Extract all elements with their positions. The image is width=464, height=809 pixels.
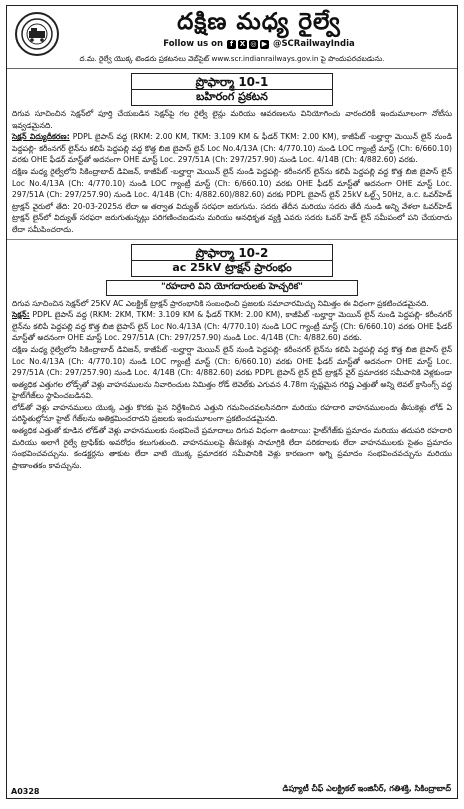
proforma-2-intro: దిగువ సూచించిన సెక్షన్‌లో 25KV AC ఎలక్ట్రిక్ ట్రాక్షన్ ప్రారంభానికి సంబంధించి ప్రజలకు సమాచారమిచ్చు నిమిత్తం ఈ విధంగా ప్రకటించడమైనది. <box>12 298 429 308</box>
section-text: PDPL బైపాస్ వద్ద (RKM: 2.00 KM, TKM: 3.109 KM & ఫీడర్ TKM: 2.00 KM), కాజీపేట్ -బల్హార్షా మెయిన్ లైన్ నుండి పెద్దపల్లి- కరీంనగర్ లైన్‌ను కలిపే పెద్దపల్లి వద్ద కొత్త బిజి బైపాస్ లైన్ Loc No.4/13A (Ch: 4/770.10) నుండి LOC గ్యాంట్రీ మాస్ట్ (Ch: 6/660.10) వరకు OHE ఫీడర్ మాస్ట్‌తో అదనంగా OHE మాస్ట్ Loc. 297/51A (Ch: 297/257.90) నుండి Loc. 4/14B (Ch: 4/882.60) వరకు. <box>12 132 452 165</box>
section-label: సెక్షన్ విద్యుదీకరణ: <box>12 132 70 142</box>
railway-emblem-icon <box>15 12 59 56</box>
signatory: డిప్యూటీ చీఫ్ ఎలక్ట్రికల్ ఇంజినీర్, గతిశక్తి, సికింద్రాబాద్ <box>282 784 451 793</box>
section-text: PDPL బైపాస్ వద్ద (RKM: 2KM, TKM: 3.109 KM & ఫీడర్ TKM: 2.00 KM), కాజీపేట్ -బల్హార్షా మెయిన్ లైన్ నుండి పెద్దపల్లి- కరీంనగర్ లైన్‌ను కలిపే పెద్దపల్లి వద్ద కొత్త బిజి బైపాస్ లైన్ Loc No.4/13A (Ch: 4/770.10) నుండి LOC గ్యాంట్రీ మాస్ట్ (Ch: 6/660.10) వరకు OHE ఫీడర్ మాస్ట్‌తో అదనంగా OHE మాస్ట్ Loc. 297/51A (Ch: 297/257.90) నుండి Loc. 4/14B (Ch: 4/882.60) వరకు. <box>12 310 452 343</box>
road-user-caution: "రహదారి విని యోగదారులకు హెచ్చరిక" <box>106 280 358 296</box>
proforma-2-notice: లోడ్‌తో వెళ్లు వాహనములు యొక్క ఎత్తు కొరకు పైన నిర్దేశించిన ఎత్తుని గమనించవలసినదిగా మరియు రహదారి వాహనములందు తీసుకెళ్లు లోడ్ ఏ పరిస్థితుల్లోనూ హైట్ గేజ్‌లను అతిక్రమించరాదని ప్రజలకు ఇందుమూలంగా ప్రకటించడమైనది. <box>12 402 452 424</box>
proforma-1-heading: ప్రొఫార్మా 10-1 <box>195 75 269 89</box>
proforma-2-body: దక్షిణ మధ్య రైల్వేలోని సికింద్రాబాద్ డివిజన్, కాజీపేట్ -బల్హార్షా మెయిన్ లైన్ నుండి పెద్దపల్లి- కరీంనగర్ లైన్‌ను కలిపే పెద్దపల్లి వద్ద కొత్త బిజి బైపాస్ లైన్ Loc No.4/13A (Ch: 4/770.10) నుండి LOC గ్యాంట్రీ మాస్ట్ (Ch: 6/660.10) వరకు OHE ఫీడర్ మాస్ట్‌తో అదనంగా OHE మాస్ట్ Loc. 297/51A (Ch: 297/257.90) నుండి Loc. 4/14B (Ch: 4/882.60) వరకు PDPL బైపాస్ లైన్ లైవ్ ట్రాక్షన్ వైర్ ప్రమాదకర సమీపానికి వెళ్లకుండా అత్యధిక ఎత్తుగల లోడ్స్‌తో వెళ్లు వాహనములను నివారించుట నిమిత్తం రోడ్ లెవెల్‌కు ఎగువన 4.78m స్పష్టమైన గరిష్ట ఎత్తుతో అన్ని లెవల్ క్రాసింగ్స్ వద్ద హైట్‌గేజ్‌లు స్థాపించబడినవి. <box>12 344 452 401</box>
header <box>7 6 457 69</box>
section-label: సెక్షన్: <box>12 310 30 320</box>
facebook-icon[interactable]: f <box>227 40 236 49</box>
proforma-1-subheading: బహిరంగ ప్రకటన <box>132 89 332 104</box>
divider <box>7 239 457 240</box>
proforma-2-hazards: అత్యధిక ఎత్తుతో కూడిన లోడ్‌తో వెళ్లు వాహనములకు సంభవించే ప్రమాదాలు దిగువ విధంగా ఉంటాయి: హైట్‌గేజ్‌కు ప్రమాదం మరియు తదుపరి రహదారి మరియు అలాగే రైల్వే ట్రాఫిక్‌కు అవరోధం కలుగుతుంది. వాహనములపై తీసుకెళ్లు సామాగ్రికి లేదా పరికరాలకు లేదా వాహనములకు సైతం ప్రమాదం సంభవించవచ్చును. కండక్టర్లను తాకుట లేదా వాటి యొక్క ప్రమాదకర సమీపానికి వెళ్లు కారణంగా అగ్ని ప్రమాదం సంభవించవచ్చును మరియు ప్రాణాంతకం కావచ్చును. <box>12 426 452 470</box>
proforma-2-content <box>7 296 457 472</box>
page-title: దక్షిణ మధ్య రైల్వే <box>177 8 341 35</box>
x-icon[interactable]: X <box>239 40 246 48</box>
social-handle: @SCRailwayIndia <box>272 39 355 49</box>
release-code: A0328 <box>11 787 40 796</box>
footer <box>7 782 457 798</box>
website-note: ద.మ. రైల్వే యొక్క టెండరు ప్రకటనలు వెబ్‌సైట్ www.scr.indianrailways.gov.in పై పొందుపరచబడును. <box>79 54 385 63</box>
proforma-2-heading: ప్రొఫార్మా 10-2 <box>195 245 269 260</box>
proforma-1-banner <box>131 73 333 106</box>
proforma-2-section <box>12 309 452 344</box>
proforma-2-banner <box>131 244 333 277</box>
follow-label: Follow us on <box>163 39 223 49</box>
instagram-icon[interactable]: ◎ <box>250 40 257 48</box>
proforma-2-subheading: ac 25kV ట్రాక్షన్ ప్రారంభం <box>132 260 332 275</box>
proforma-1-body: దక్షిణ మధ్య రైల్వేలోని సికింద్రాబాద్ డివిజన్, కాజీపేట్ -బల్హార్షా మెయిన్ లైన్ నుండి పెద్దపల్లి- కరీంనగర్ లైన్‌ను కలిపే పెద్దపల్లి వద్ద కొత్త బిజి బైపాస్ లైన్ Loc No.4/13A (Ch: 4/770.10) నుండి LOC గ్యాంట్రీ మాస్ట్ (Ch: 6/660.10) వరకు OHE ఫీడర్ మాస్ట్‌తో అదనంగా OHE మాస్ట్ Loc. 297/51A (Ch: 297/257.90) నుండి Loc. 4/14B (Ch: 4/882.60)/882.60) వరకు PDPL బైపాస్ లైన్ 25kV ఓల్ట్స్ 50Hz, a.c. ఓవర్‌హెడ్ ట్రాక్షన్ వైరులో తేది: 20-03-2025న లేదా ఆ తర్వాత విద్యుత్ సరఫరా జరుగును. సదరు తేదీన మరియు సదరు తేదీ నుండి అన్ని వేళలా ఓవర్‌హెడ్ ట్రాక్షన్ లైన్‌లో విద్యుత్ సరఫరా జరుగుతున్నట్లు పరిగణించబడును మరియు అనధికృత వ్యక్తి ఎవరు సదరు ఓవర్ హెడ్ లైన్ సమీపంలో పని చేయరాదు లేదా సమీపించరాదు. <box>12 166 452 234</box>
notice-page <box>6 5 458 799</box>
proforma-1-intro: దిగువ సూచించిన సెక్షన్‌లో పూర్తి చేయబడిన సెక్షన్‌పై గల రైల్వే లైన్లు మరియు ఆవరణలను వినియోగించు వారందరికీ ఇందుమూలంగా నోటీసు ఇవ్వడమైనది. <box>12 109 452 130</box>
proforma-1-section <box>12 131 452 166</box>
proforma-1-content <box>7 106 457 236</box>
youtube-icon[interactable]: ▶ <box>261 40 268 48</box>
social-follow <box>67 39 451 49</box>
